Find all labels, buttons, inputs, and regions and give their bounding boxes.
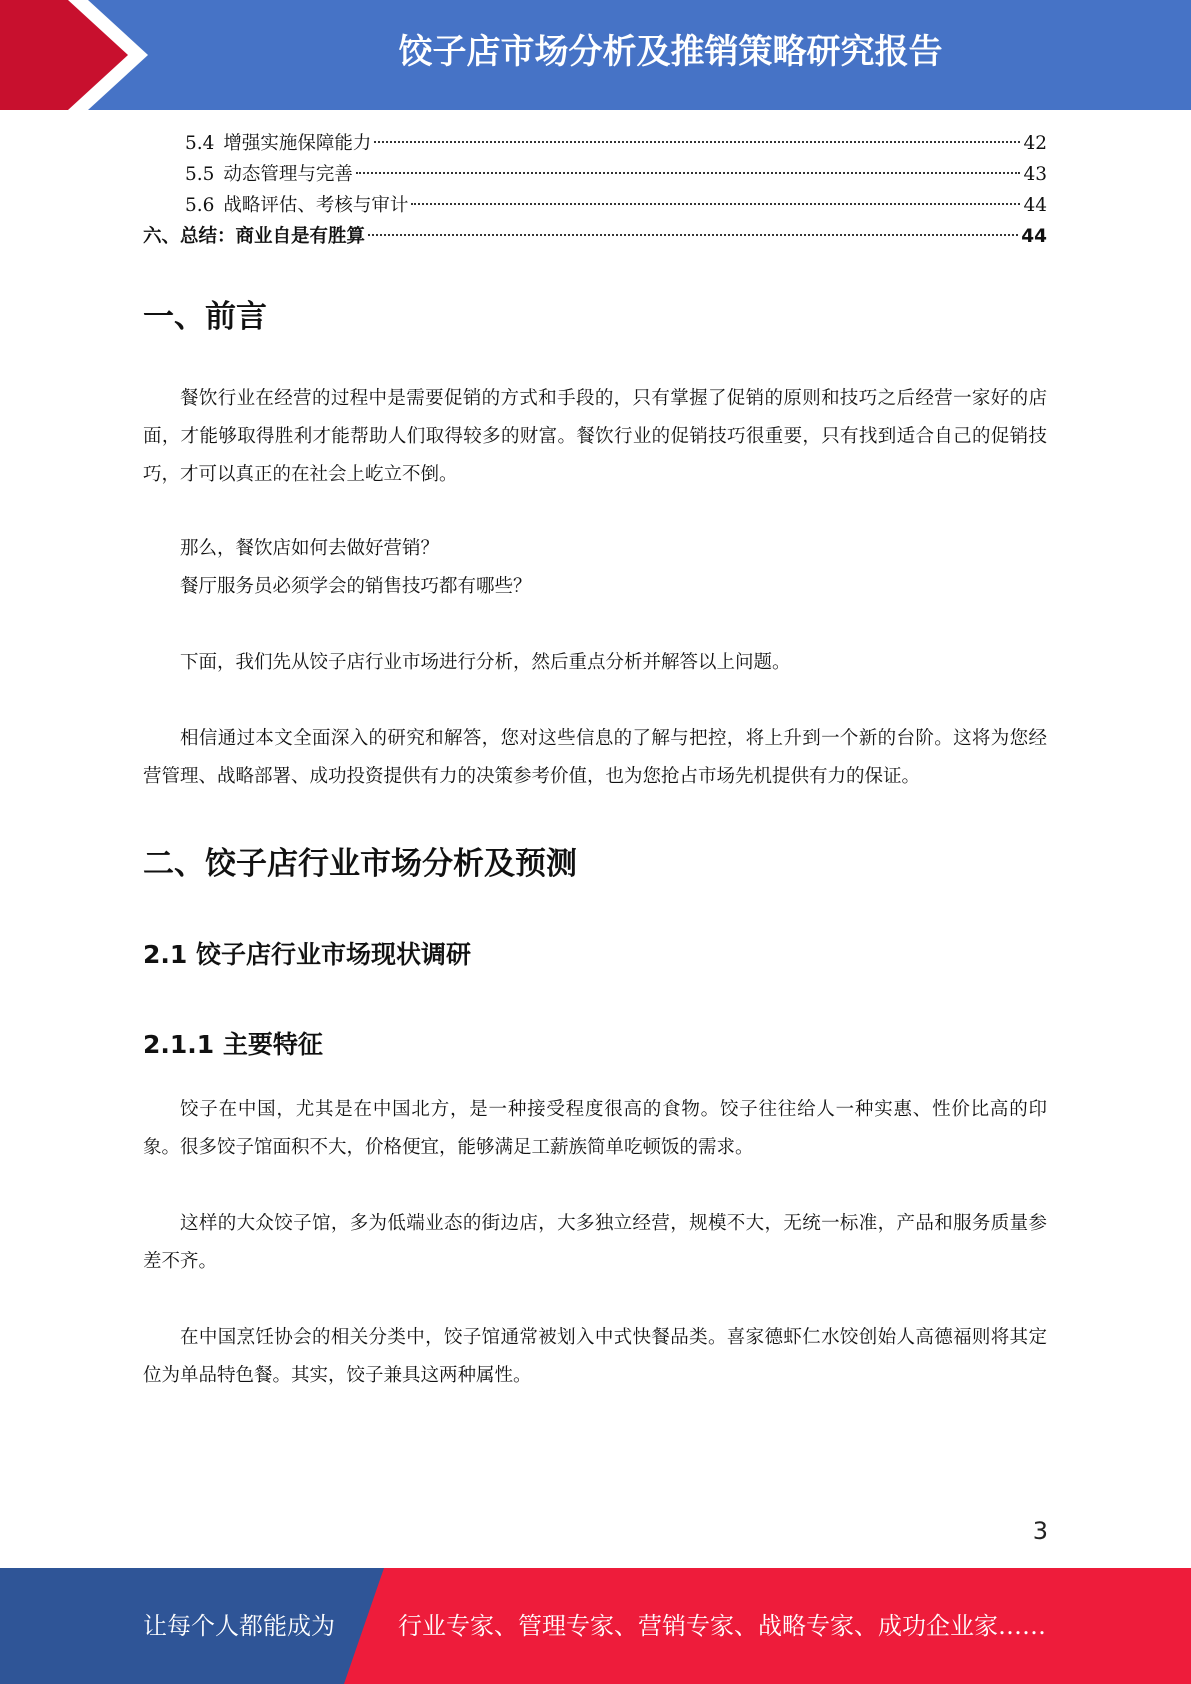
report-title: 饺子店市场分析及推销策略研究报告: [398, 32, 943, 72]
subsection-heading: 2.1 饺子店行业市场现状调研: [143, 940, 471, 969]
paragraph: 这样的大众饺子馆，多为低端业态的街边店，大多独立经营，规模不大，无统一标准，产品和服务质量参差不齐。: [143, 1213, 1047, 1272]
toc-page-number: 43: [1023, 164, 1047, 185]
toc-entry[interactable]: [143, 159, 1047, 190]
toc-entry[interactable]: [143, 221, 1047, 252]
section-heading-market-analysis: 二、饺子店行业市场分析及预测: [143, 846, 577, 882]
paragraph: 相信通过本文全面深入的研究和解答，您对这些信息的了解与把控，将上升到一个新的台阶。这将为您经营管理、战略部署、成功投资提供有力的决策参考价值，也为您抢占市场先机提供有力的保证。: [143, 728, 1047, 787]
page-header: [0, 0, 1191, 110]
paragraph: 在中国烹饪协会的相关分类中，饺子馆通常被划入中式快餐品类。喜家德虾仁水饺创始人高德福则将其定位为单品特色餐。其实，饺子兼具这两种属性。: [143, 1327, 1047, 1386]
toc-leader-dots: [356, 172, 1021, 174]
toc-title: 动态管理与完善: [223, 164, 353, 185]
footer-slogan-left: 让每个人都能成为: [143, 1612, 335, 1640]
toc-page-number: 44: [1023, 195, 1047, 216]
footer-slogan-right: 行业专家、管理专家、营销专家、战略专家、成功企业家……: [398, 1612, 1046, 1640]
toc-leader-dots: [411, 203, 1020, 205]
page-footer: [0, 1568, 1191, 1684]
document-body: [143, 128, 1047, 1395]
section-heading-preface: 一、前言: [143, 299, 267, 335]
table-of-contents: [143, 128, 1047, 252]
toc-page-number: 42: [1023, 133, 1047, 154]
toc-title: 增强实施保障能力: [223, 133, 372, 154]
toc-number: 5.6: [185, 195, 215, 216]
toc-title: 战略评估、考核与审计: [223, 195, 409, 216]
question-line: 餐厅服务员必须学会的销售技巧都有哪些？: [180, 576, 532, 597]
toc-number: 5.4: [185, 133, 215, 154]
subsubsection-heading: 2.1.1 主要特征: [143, 1030, 323, 1059]
paragraph: 餐饮行业在经营的过程中是需要促销的方式和手段的，只有掌握了促销的原则和技巧之后经营一家好的店面，才能够取得胜利才能帮助人们取得较多的财富。餐饮行业的促销技巧很重要，只有找到适合自己的促销技巧，才可以真正的在社会上屹立不倒。: [143, 388, 1047, 485]
toc-leader-dots: [368, 234, 1018, 236]
toc-entry[interactable]: [143, 190, 1047, 221]
toc-leader-dots: [374, 141, 1020, 143]
toc-title: 六、总结：商业自是有胜算: [143, 226, 366, 247]
toc-page-number: 44: [1021, 226, 1047, 247]
paragraph: 下面，我们先从饺子店行业市场进行分析，然后重点分析并解答以上问题。: [180, 652, 791, 673]
toc-entry[interactable]: [143, 128, 1047, 159]
paragraph: 饺子在中国，尤其是在中国北方，是一种接受程度很高的食物。饺子往往给人一种实惠、性价比高的印象。很多饺子馆面积不大，价格便宜，能够满足工薪族简单吃顿饭的需求。: [143, 1099, 1047, 1158]
toc-number: 5.5: [185, 164, 215, 185]
page-number: 3: [1032, 1517, 1048, 1545]
question-line: 那么，餐饮店如何去做好营销？: [180, 538, 440, 559]
